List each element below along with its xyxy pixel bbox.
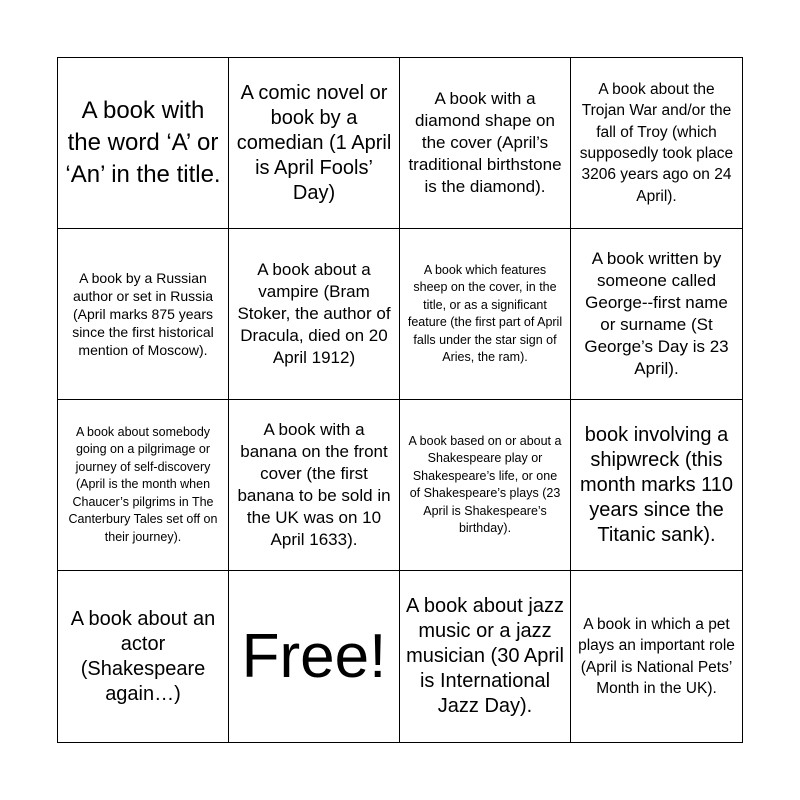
bingo-cell[interactable] xyxy=(571,229,742,400)
cell-text: A book based on or about a Shakespeare play or Shakespeare’s life, or one of Shakespeare’s plays (23 April is Shakespeare’s birthday). xyxy=(408,433,562,535)
bingo-cell[interactable] xyxy=(571,571,742,742)
cell-text: A book by a Russian author or set in Russia (April marks 875 years since the first historical mention of Moscow). xyxy=(72,269,214,359)
bingo-cell[interactable] xyxy=(229,400,400,571)
free-label: Free! xyxy=(241,621,387,691)
free-cell[interactable] xyxy=(229,571,400,742)
cell-text: A book about an actor (Shakespeare again…) xyxy=(70,607,216,705)
cell-text: A book in which a pet plays an important role (April is National Pets’ Month in the UK). xyxy=(578,615,735,697)
bingo-cell[interactable] xyxy=(229,58,400,229)
cell-text: A book about the Trojan War and/or the fall of Troy (which supposedly took place 3206 years ago on 24 April). xyxy=(579,80,734,205)
bingo-cell[interactable] xyxy=(571,400,742,571)
bingo-cell[interactable] xyxy=(400,229,571,400)
bingo-cell[interactable] xyxy=(400,58,571,229)
bingo-cell[interactable] xyxy=(571,58,742,229)
bingo-cell[interactable] xyxy=(400,571,571,742)
bingo-cell[interactable] xyxy=(58,229,229,400)
cell-text: A book about jazz music or a jazz musician (30 April is International Jazz Day). xyxy=(406,595,564,717)
cell-text: A book with a banana on the front cover (the first banana to be sold in the UK was on 10 April 1633). xyxy=(237,419,391,550)
bingo-cell[interactable] xyxy=(400,400,571,571)
cell-text: A book about somebody going on a pilgrimage or journey of self-discovery (April is the month when Chaucer’s pilgrims in The Canterbury Tales set off on their journey). xyxy=(68,424,218,544)
cell-text: A book which features sheep on the cover, in the title, or as a significant feature (the first part of April falls under the star sign of Aries, the ram). xyxy=(407,262,563,364)
bingo-cell[interactable] xyxy=(229,229,400,400)
cell-text: A book written by someone called George--first name or surname (St George’s Day is 23 April). xyxy=(584,248,729,379)
bingo-cell[interactable] xyxy=(58,58,229,229)
cell-text: A book with the word ‘A’ or ‘An’ in the title. xyxy=(65,97,221,188)
bingo-cell[interactable] xyxy=(58,400,229,571)
cell-text: A comic novel or book by a comedian (1 April is April Fools’ Day) xyxy=(236,81,392,204)
cell-text: A book with a diamond shape on the cover (April’s traditional birthstone is the diamond). xyxy=(408,88,562,197)
cell-text: book involving a shipwreck (this month marks 110 years since the Titanic sank). xyxy=(579,423,734,546)
bingo-card xyxy=(57,57,743,743)
cell-text: A book about a vampire (Bram Stoker, the author of Dracula, died on 20 April 1912) xyxy=(237,259,391,368)
bingo-cell[interactable] xyxy=(58,571,229,742)
